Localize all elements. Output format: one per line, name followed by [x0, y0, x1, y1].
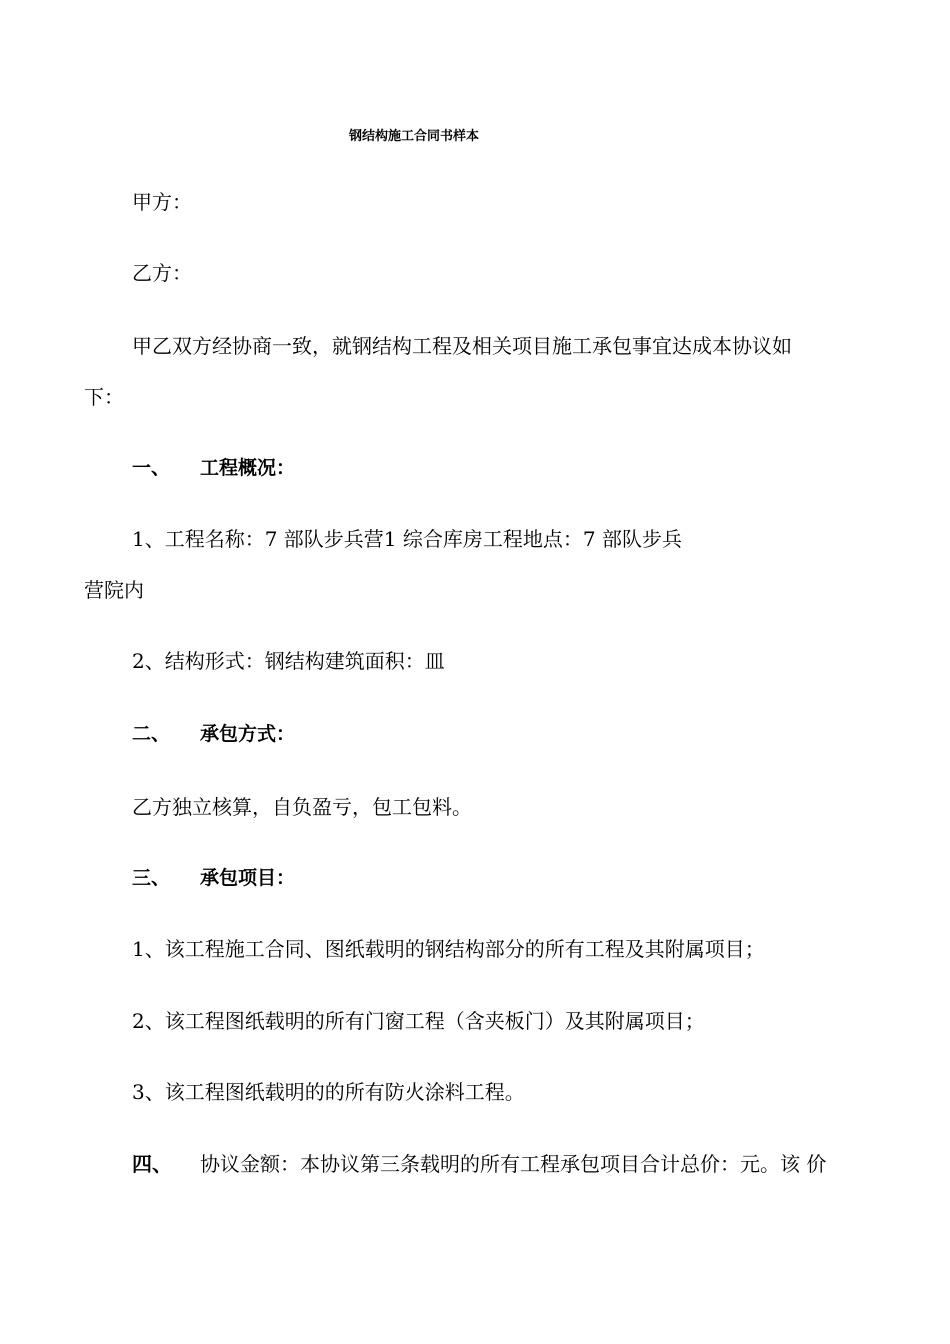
section-1-number: 一、: [132, 457, 171, 479]
section-1-title: 工程概况：: [200, 457, 296, 479]
section-1-item-1-line-1: 1、工程名称：7 部队步兵营1 综合库房工程地点：7 部队步兵: [132, 527, 682, 551]
section-4-heading: [132, 1152, 826, 1176]
section-2-heading: [132, 722, 295, 746]
intro-paragraph-line-2: 下：: [84, 385, 124, 409]
section-4-body: 协议金额：本协议第三条载明的所有工程承包项目合计总价：元。该 价: [200, 1152, 827, 1176]
section-1-item-2: 2、结构形式：钢结构建筑面积：皿: [132, 649, 445, 673]
section-4-number: 四、: [132, 1152, 172, 1176]
intro-paragraph-line-1: 甲乙双方经协商一致，就钢结构工程及相关项目施工承包事宜达成本协议如: [132, 334, 792, 358]
section-1-item-1-line-2: 营院内: [84, 578, 144, 602]
section-3-title: 承包项目：: [200, 867, 296, 889]
party-b-label: 乙方：: [132, 261, 192, 285]
document-title: 钢结构施工合同书样本: [348, 129, 479, 144]
section-2-number: 二、: [132, 723, 171, 745]
section-1-heading: [132, 456, 295, 480]
section-3-item-1: 1、该工程施工合同、图纸载明的钢结构部分的所有工程及其附属项目；: [132, 937, 765, 961]
section-3-item-2: 2、该工程图纸载明的所有门窗工程（含夹板门）及其附属项目；: [132, 1009, 705, 1033]
party-a-label: 甲方：: [132, 190, 192, 214]
section-2-title: 承包方式：: [200, 723, 296, 745]
section-3-heading: [132, 866, 295, 890]
section-2-body: 乙方独立核算，自负盈亏，包工包料。: [132, 795, 472, 819]
section-3-number: 三、: [132, 867, 171, 889]
section-3-item-3: 3、该工程图纸载明的的所有防火涂料工程。: [132, 1080, 525, 1104]
